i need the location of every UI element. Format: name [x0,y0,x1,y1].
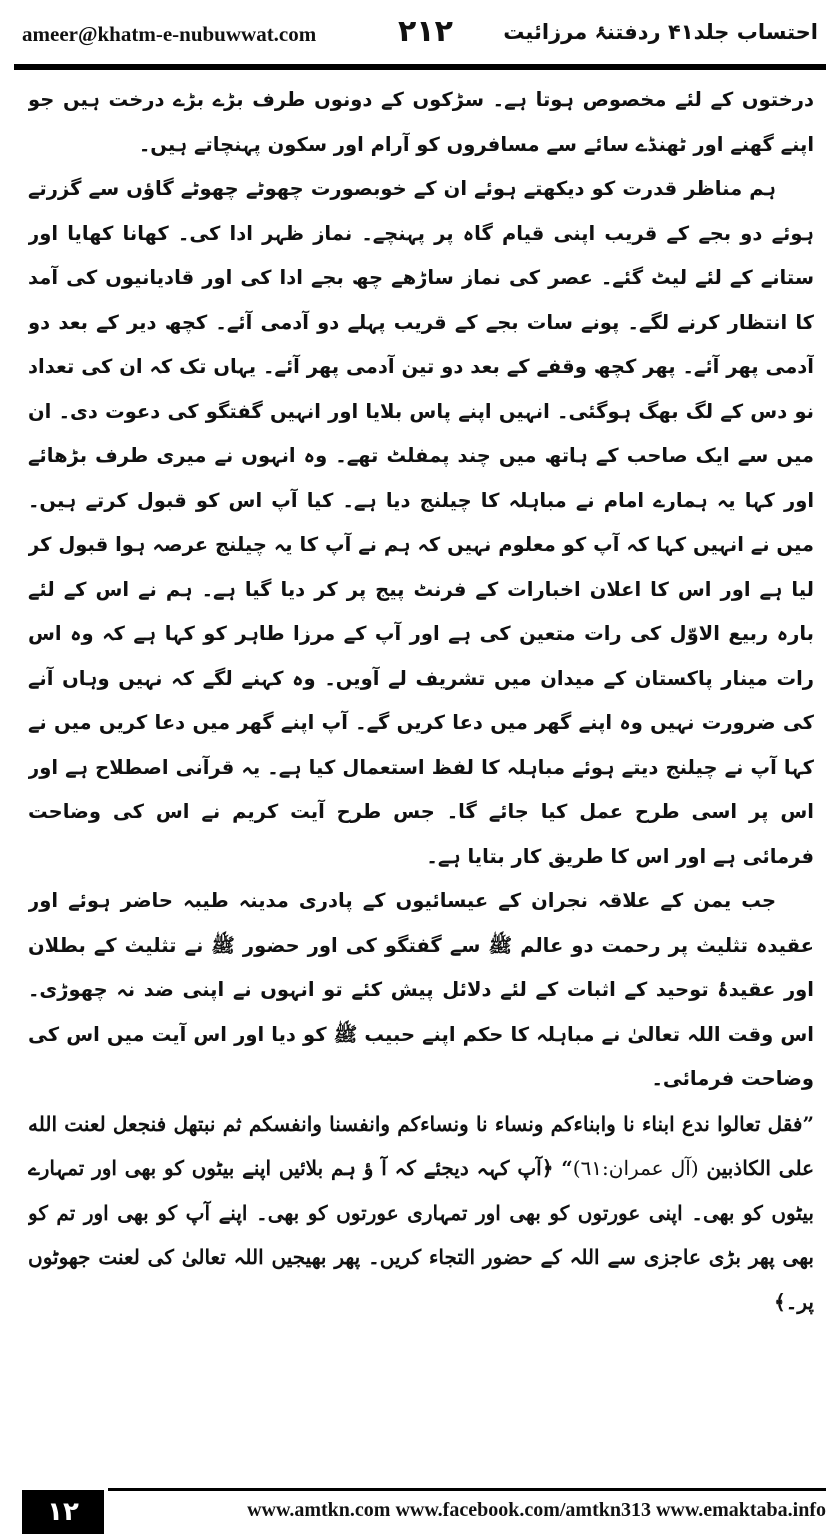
page-number: ۲۱۲ [398,14,453,49]
quran-verse [28,1102,814,1325]
header-rule [14,64,826,70]
footer-number: ۱۲ [22,1490,104,1534]
paragraph-1: درختوں کے لئے مخصوص ہوتا ہے۔ سڑکوں کے دونوں طرف بڑے بڑے درخت ہیں جو اپنے گھنے اور ٹھنڈے سائے سے مسافروں کو آرام اور سکون پہنچاتے ہیں۔ [28,88,814,156]
paragraph-3: جب یمن کے علاقہ نجران کے عیسائیوں کے پادری مدینہ طیبہ حاضر ہوئے اور عقیدہ تثلیث پر رحمت دو عالم ﷺ سے گفتگو کی اور حضور ﷺ نے تثلیث کے بطلان اور عقیدۂ توحید کے اثبات کے لئے دلائل پیش کئے تو انہوں نے اپنی ضد نہ چھوڑی۔ اس وقت اللہ تعالیٰ نے مباہلہ کا حکم اپنے حبیب ﷺ کو دیا اور اس آیت میں اس کی وضاحت فرمائی۔ [28,889,814,1090]
verse-reference: (آل عمران:٦١) [572,1156,699,1180]
page-header [14,12,826,56]
paragraph-2: ہم مناظر قدرت کو دیکھتے ہوئے ان کے خوبصورت چھوٹے چھوٹے گاؤں سے گزرتے ہوئے دو بجے کے قریب اپنی قیام گاہ پر پہنچے۔ نماز ظہر ادا کی۔ کھانا کھایا اور ستانے کے لئے لیٹ گئے۔ عصر کی نماز ساڑھے چھ بجے ادا کی اور قادیانیوں کی آمد کا انتظار کرنے لگے۔ پونے سات بجے کے قریب پہلے دو آدمی آئے۔ کچھ دیر کے بعد دو آدمی پھر آئے۔ پھر کچھ وقفے کے بعد دو تین آدمی پھر آئے۔ یہاں تک کہ ان کی تعداد نو دس کے لگ بھگ ہوگئی۔ انہیں اپنے پاس بلایا اور انہیں گفتگو کی دعوت دی۔ ان میں سے ایک صاحب کے ہاتھ میں چند پمفلٹ تھے۔ وہ انہوں نے میری طرف بڑھائے اور کہا یہ ہمارے امام نے مباہلہ کا چیلنج دیا ہے۔ کیا آپ اس کو قبول کرتے ہیں۔ میں نے انہیں کہا کہ آپ کو معلوم نہیں کہ ہم نے آپ کا یہ چیلنج عرصہ ہوا قبول کر لیا ہے اور اس کا اعلان اخبارات کے فرنٹ پیج پر کر دیا گیا ہے۔ ہم نے اس کے لئے بارہ ربیع الاوّل کی رات متعین کی ہے اور آپ کے مرزا طاہر کو کہا ہے کہ وہ اس رات مینار پاکستان کے میدان میں تشریف لے آویں۔ وہ کہنے لگے کہ نہیں وہاں آنے کی ضرورت نہیں وہ اپنے گھر میں دعا کریں گے۔ آپ اپنے گھر میں دعا کریں میں نے کہا آپ نے چیلنج دیتے ہوئے مباہلہ کا لفظ استعمال کیا ہے۔ یہ قرآنی اصطلاح ہے اور اس پر اسی طرح عمل کیا جائے گا۔ جس طرح آیت کریم نے اس کی وضاحت فرمائی ہے اور اس کا طریق کار بتایا ہے۔ [28,177,814,868]
book-title: احتساب جلد۴۱ ردفتنۂ مرزائیت [503,20,818,44]
header-email: ameer@khatm-e-nubuwwat.com [22,22,317,46]
verse-text: ”فقل تعالوا ندع ابناء نا وابناءکم ونساء نا ونساءکم وانفسنا وانفسکم ثم نبتهل فنجعل لعنت الله علی الکاذبین [28,1111,814,1180]
footer-links: www.amtkn.com www.facebook.com/amtkn313 www.emaktaba.info [247,1499,826,1521]
body-text [28,78,814,1468]
verse-translation: “ ﴿آپ کہہ دیجئے کہ آ ؤ ہم بلائیں اپنے بیٹوں کو بھی اور تمہارے بیٹوں کو بھی۔ اپنی عورتوں کو بھی اور تمہاری عورتوں کو بھی۔ اپنے آپ کو بھی اور تم کو بھی پھر بڑی عاجزی سے اللہ کے حضور التجاء کریں۔ پھر بھیجیں اللہ تعالیٰ کی لعنت جھوٹوں پر۔﴾ [28,1156,814,1314]
footer-rule [108,1488,826,1491]
